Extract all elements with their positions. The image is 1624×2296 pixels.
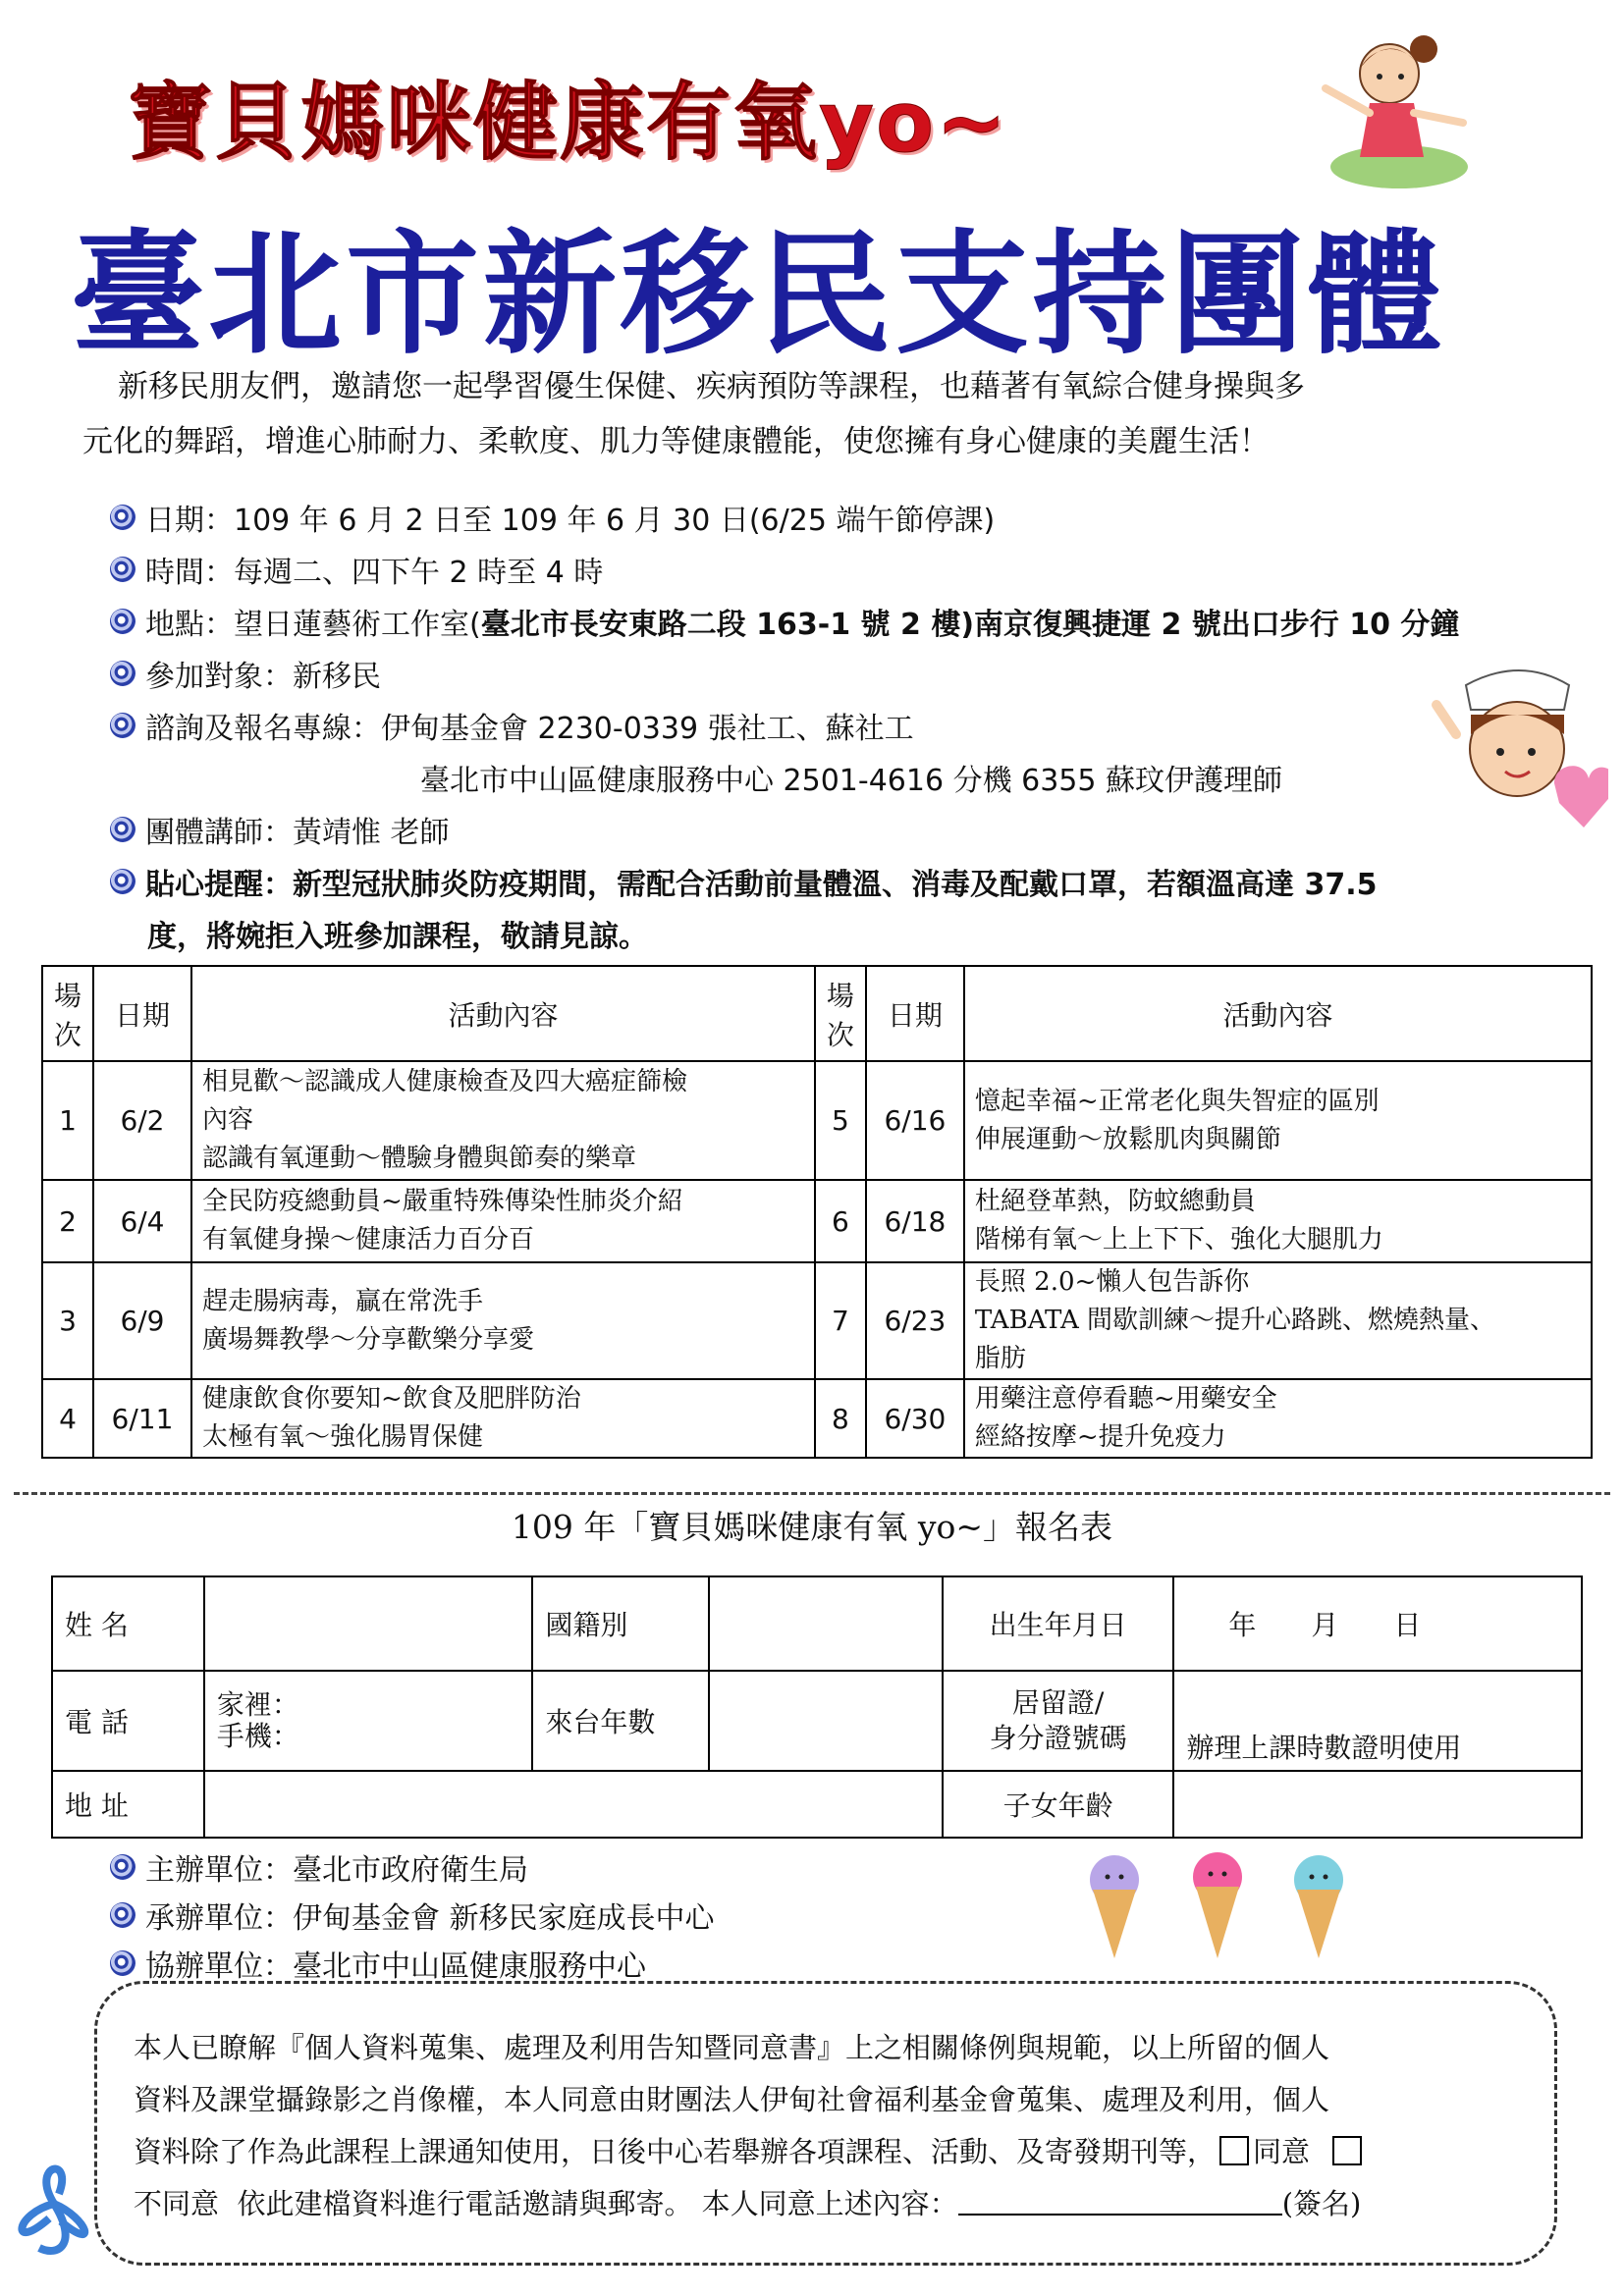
nationality-label: 國籍別 xyxy=(532,1576,709,1671)
header-date: 日期 xyxy=(866,966,964,1061)
info-reminder xyxy=(110,860,1377,903)
signature-field[interactable] xyxy=(958,2188,1282,2216)
phone-field[interactable] xyxy=(204,1671,533,1771)
address-label: 地 址 xyxy=(52,1771,204,1838)
info-contact-2: 臺北市中山區健康服務中心 2501-4616 分機 6355 蘇玟伊護理師 xyxy=(420,764,1283,798)
name-field[interactable] xyxy=(204,1576,533,1671)
session-date: 6/2 xyxy=(93,1061,191,1180)
info-time xyxy=(110,548,603,591)
swirl-bullet-icon xyxy=(110,1902,135,1928)
phone-home-label: 家裡： xyxy=(216,1688,299,1721)
swirl-bullet-icon xyxy=(110,1854,135,1880)
session-number: 7 xyxy=(815,1262,866,1379)
swirl-bullet-icon xyxy=(110,869,135,894)
info-reminder-2: 度，將婉拒入班參加課程，敬請見諒。 xyxy=(147,920,648,954)
organizer-host xyxy=(110,1845,528,1889)
id-number-field[interactable] xyxy=(1173,1671,1582,1771)
years-in-taiwan-field[interactable] xyxy=(709,1671,943,1771)
nurse-with-heart-illustration xyxy=(1422,656,1608,837)
swirl-bullet-icon xyxy=(110,661,135,686)
nationality-field[interactable] xyxy=(709,1576,943,1671)
session-number: 6 xyxy=(815,1180,866,1262)
session-content: 憶起幸福~正常老化與失智症的區別 伸展運動～放鬆肌肉與關節 xyxy=(964,1061,1592,1180)
swirl-bullet-icon xyxy=(110,1950,135,1976)
info-reminder-text: 貼心提醒：新型冠狀肺炎防疫期間，需配合活動前量體溫、消毒及配戴口罩，若額溫高達 37.5 xyxy=(145,868,1378,902)
session-date: 6/23 xyxy=(866,1262,964,1379)
consent-line-3 xyxy=(134,2130,1366,2170)
schedule-table xyxy=(41,965,1593,1459)
organizer-cohost xyxy=(110,1942,646,1985)
session-date: 6/11 xyxy=(93,1379,191,1458)
swirl-bullet-icon xyxy=(110,817,135,842)
id-number-note: 辦理上課時數證明使用 xyxy=(1186,1732,1462,1764)
session-number: 5 xyxy=(815,1061,866,1180)
form-title: 109 年「寶貝媽咪健康有氧 yo~」報名表 xyxy=(511,1508,1113,1546)
consent-line-4-text: 依此建檔資料進行電話邀請與郵寄。 本人同意上述內容： xyxy=(237,2187,958,2220)
consent-line-4 xyxy=(134,2182,1361,2222)
session-date: 6/4 xyxy=(93,1180,191,1262)
intro-line-2: 元化的舞蹈，增進心肺耐力、柔軟度、肌力等健康體能，使您擁有身心健康的美麗生活！ xyxy=(82,424,1270,459)
children-age-label: 子女年齡 xyxy=(943,1771,1174,1838)
agree-label: 同意 xyxy=(1253,2135,1311,2168)
header-content: 活動內容 xyxy=(964,966,1592,1061)
birthdate-label: 出生年月日 xyxy=(943,1576,1174,1671)
organizer-executor xyxy=(110,1894,715,1937)
session-number: 2 xyxy=(42,1180,93,1262)
header-session: 場 次 xyxy=(42,966,93,1061)
session-content: 用藥注意停看聽~用藥安全 經絡按摩~提升免疫力 xyxy=(964,1379,1592,1458)
cut-line-divider xyxy=(14,1492,1610,1495)
id-number-label: 居留證/ 身分證號碼 xyxy=(943,1671,1174,1771)
organizer-host-text: 主辦單位：臺北市政府衛生局 xyxy=(145,1853,528,1888)
session-date: 6/9 xyxy=(93,1262,191,1379)
session-content: 相見歡～認識成人健康檢查及四大癌症篩檢 內容 認識有氧運動～體驗身體與節奏的樂章 xyxy=(191,1061,815,1180)
swirl-bullet-icon xyxy=(110,557,135,582)
consent-box xyxy=(94,1981,1557,2266)
info-time-text: 時間：每週二、四下午 2 時至 4 時 xyxy=(145,556,604,590)
consent-line-3-text: 資料除了作為此課程上課通知使用，日後中心若舉辦各項課程、活動、及寄發期刊等， xyxy=(134,2135,1217,2168)
header-date: 日期 xyxy=(93,966,191,1061)
years-in-taiwan-label: 來台年數 xyxy=(532,1671,709,1771)
birthdate-field[interactable]: 年 月 日 xyxy=(1173,1576,1582,1671)
organizer-cohost-text: 協辦單位：臺北市中山區健康服務中心 xyxy=(145,1949,646,1984)
organizer-executor-text: 承辦單位：伊甸基金會 新移民家庭成長中心 xyxy=(145,1901,715,1936)
agree-checkbox[interactable] xyxy=(1219,2136,1249,2165)
info-date-text: 日期：109 年 6 月 2 日至 109 年 6 月 30 日(6/25 端午節停課) xyxy=(145,504,996,538)
info-place-address: 臺北市長安東路二段 163-1 號 2 樓)南京復興捷運 2 號出口步行 10 分鐘 xyxy=(480,608,1460,642)
session-content: 健康飲食你要知~飲食及肥胖防治 太極有氧～強化腸胃保健 xyxy=(191,1379,815,1458)
info-place-prefix: 地點：望日蓮藝術工作室( xyxy=(145,608,481,642)
session-date: 6/30 xyxy=(866,1379,964,1458)
consent-line-2: 資料及課堂攝錄影之肖像權，本人同意由財團法人伊甸社會福利基金會蒐集、處理及利用，個人 xyxy=(134,2083,1330,2116)
info-audience xyxy=(110,652,381,695)
signature-label: (簽名) xyxy=(1281,2187,1362,2220)
header-session: 場 次 xyxy=(815,966,866,1061)
session-date: 6/18 xyxy=(866,1180,964,1262)
session-content: 全民防疫總動員~嚴重特殊傳染性肺炎介紹 有氧健身操～健康活力百分百 xyxy=(191,1180,815,1262)
registration-form xyxy=(51,1575,1583,1839)
session-number: 4 xyxy=(42,1379,93,1458)
info-place xyxy=(110,600,1459,643)
session-number: 1 xyxy=(42,1061,93,1180)
swirl-bullet-icon xyxy=(110,713,135,738)
session-content: 杜絕登革熱，防蚊總動員 階梯有氧～上上下下、強化大腿肌力 xyxy=(964,1180,1592,1262)
organization-title: 臺北市新移民支持團體 xyxy=(71,218,1445,373)
clover-logo-icon xyxy=(0,2145,108,2263)
children-age-field[interactable] xyxy=(1173,1771,1582,1838)
name-label: 姓 名 xyxy=(52,1576,204,1671)
intro-line-1: 新移民朋友們，邀請您一起學習優生保健、疾病預防等課程，也藉著有氧綜合健身操與多 xyxy=(118,369,1305,404)
swirl-bullet-icon xyxy=(110,505,135,530)
info-audience-text: 參加對象：新移民 xyxy=(145,660,381,694)
info-instructor xyxy=(110,808,450,851)
table-row xyxy=(42,1180,1592,1262)
dancing-woman-illustration xyxy=(1311,20,1478,196)
address-field[interactable] xyxy=(204,1771,943,1838)
event-title: 寶貝媽咪健康有氧yo~ xyxy=(128,74,1009,172)
table-row xyxy=(42,1262,1592,1379)
info-contact-text: 諮詢及報名專線：伊甸基金會 2230-0339 張社工、蘇社工 xyxy=(145,712,914,746)
swirl-bullet-icon xyxy=(110,609,135,634)
session-content: 趕走腸病毒，贏在常洗手 廣場舞教學～分享歡樂分享愛 xyxy=(191,1262,815,1379)
session-date: 6/16 xyxy=(866,1061,964,1180)
phone-mobile-label: 手機： xyxy=(216,1720,299,1752)
table-row xyxy=(42,1061,1592,1180)
info-date xyxy=(110,496,995,539)
schedule-header-row xyxy=(42,966,1592,1061)
phone-label: 電 話 xyxy=(52,1671,204,1771)
header-content: 活動內容 xyxy=(191,966,815,1061)
session-number: 8 xyxy=(815,1379,866,1458)
consent-line-1: 本人已瞭解『個人資料蒐集、處理及利用告知暨同意書』上之相關條例與規範，以上所留的個人 xyxy=(134,2031,1330,2064)
session-content: 長照 2.0~懶人包告訴你 TABATA 間歇訓練～提升心路跳、燃燒熱量、 脂肪 xyxy=(964,1262,1592,1379)
info-contact xyxy=(110,704,914,747)
disagree-checkbox[interactable] xyxy=(1332,2136,1362,2165)
info-instructor-text: 團體講師：黃靖惟 老師 xyxy=(145,816,450,850)
table-row xyxy=(42,1379,1592,1458)
ice-cream-characters-illustration xyxy=(1065,1845,1389,1973)
session-number: 3 xyxy=(42,1262,93,1379)
disagree-label: 不同意 xyxy=(134,2187,220,2220)
